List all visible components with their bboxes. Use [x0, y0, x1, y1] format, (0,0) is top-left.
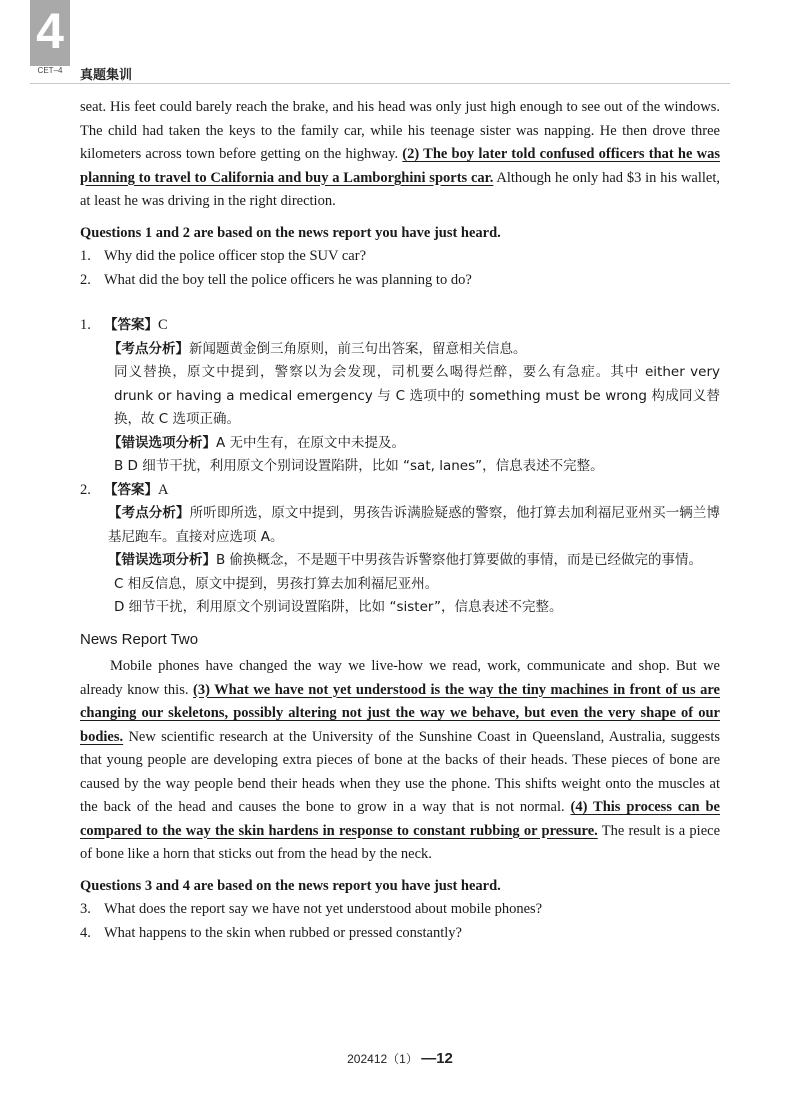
analysis: 【考点分析】所听即所选，原文中提到，男孩告诉满脸疑惑的警察，他打算去加利福尼亚州买一辆兰博基尼跑车。直接对应选项 A。 — [108, 505, 721, 545]
questions-heading-1: Questions 1 and 2 are based on the news report you have just heard. — [80, 224, 501, 241]
answer-block-2 — [80, 479, 720, 620]
passage-one — [80, 96, 720, 214]
error-analysis: 【错误选项分析】B 偷换概念，不是题干中男孩告诉警察他打算要做的事情，而是已经做完的事情。 — [108, 552, 703, 568]
passage-two-intro: Mobile phones have changed the way we live-how we read, work, communicate and shop. But we already know this. — [80, 658, 720, 698]
error-analysis-item: C 相反信息，原文中提到，男孩打算去加利福尼亚州。 — [114, 575, 439, 592]
answer-block-1 — [80, 314, 720, 479]
passage-one-post: Although he only had $3 in his wallet, at least he was driving in the right direction. — [80, 169, 720, 209]
passage-two-mid: New scientific research at the University of the Sunshine Coast in Queensland, Australia, suggests that young people are developing extra pieces of bone at the backs of their heads. These pieces of bone are caused by the way people bend their heads when they use the phone. This shifts weight onto the muscles at the back of the head and causes the bone to grow in a way that is not normal. — [80, 728, 720, 815]
passage-one-pre: seat. His feet could barely reach the brake, and his head was only just high enough to see out of the windows. The child had taken the keys to the family car, while his teenage sister was napping. He then drove three kilometers across town before getting on the highway. — [80, 99, 720, 162]
page-content — [80, 96, 720, 945]
section-number-block — [30, 0, 70, 66]
answer-row: 1. 【答案】C — [80, 317, 168, 333]
key-sentence-2: (2) The boy later told confused officers that he was planning to travel to California and buy a Lamborghini sports car. — [80, 146, 721, 186]
question-item: 2. What did the boy tell the police officers he was planning to do? — [80, 271, 472, 288]
error-analysis: 【错误选项分析】A 无中生有，在原文中未提及。 — [108, 434, 406, 451]
section-title: News Report Two — [80, 630, 199, 648]
exam-label: CET–4 — [37, 66, 63, 75]
analysis: 【考点分析】新闻题黄金倒三角原则，前三句出答案，留意相关信息。 — [108, 340, 527, 357]
header-title: 真题集训 — [80, 68, 133, 83]
header-divider — [30, 83, 730, 84]
question-item: 4. What happens to the skin when rubbed or pressed constantly? — [80, 924, 462, 941]
key-sentence-4: (4) This process can be compared to the way the skin hardens in response to constant rubbing or pressure. — [80, 799, 720, 839]
issue-code: 202412（1） — [347, 1052, 418, 1066]
page-number: —12 — [421, 1050, 453, 1067]
passage-two-post: The result is a piece of bone like a horn that sticks out from the head by the neck. — [80, 822, 721, 862]
question-item: 3. What does the report say we have not yet understood about mobile phones? — [80, 901, 543, 917]
error-analysis-item: B D 细节干扰，利用原文个别词设置陷阱，比如 “sat, lanes”，信息表述不完整。 — [114, 458, 604, 474]
answer-row: 2. 【答案】A — [80, 481, 169, 498]
analysis-detail: 同义替换，原文中提到，警察以为会发现，司机要么喝得烂醉，要么有急症。其中 either very drunk or having a medical emergency 与 C 选项中的 something must be wrong 构成同义替换，故 C 选项正确。 — [114, 364, 720, 427]
error-analysis-item: D 细节干扰，利用原文个别词设置陷阱，比如 “sister”，信息表述不完整。 — [114, 599, 563, 615]
questions-heading-2: Questions 3 and 4 are based on the news report you have just heard. — [80, 877, 501, 894]
section-number: 4 — [36, 3, 64, 59]
page-footer — [0, 1050, 800, 1067]
key-sentence-3: (3) What we have not yet understood is the way the tiny machines in front of us are changing our skeletons, possibly altering not just the way we behave, but even the very shape of our bodies. — [80, 681, 720, 745]
passage-two — [80, 655, 720, 867]
question-item: 1. Why did the police officer stop the SUV car? — [80, 248, 366, 264]
